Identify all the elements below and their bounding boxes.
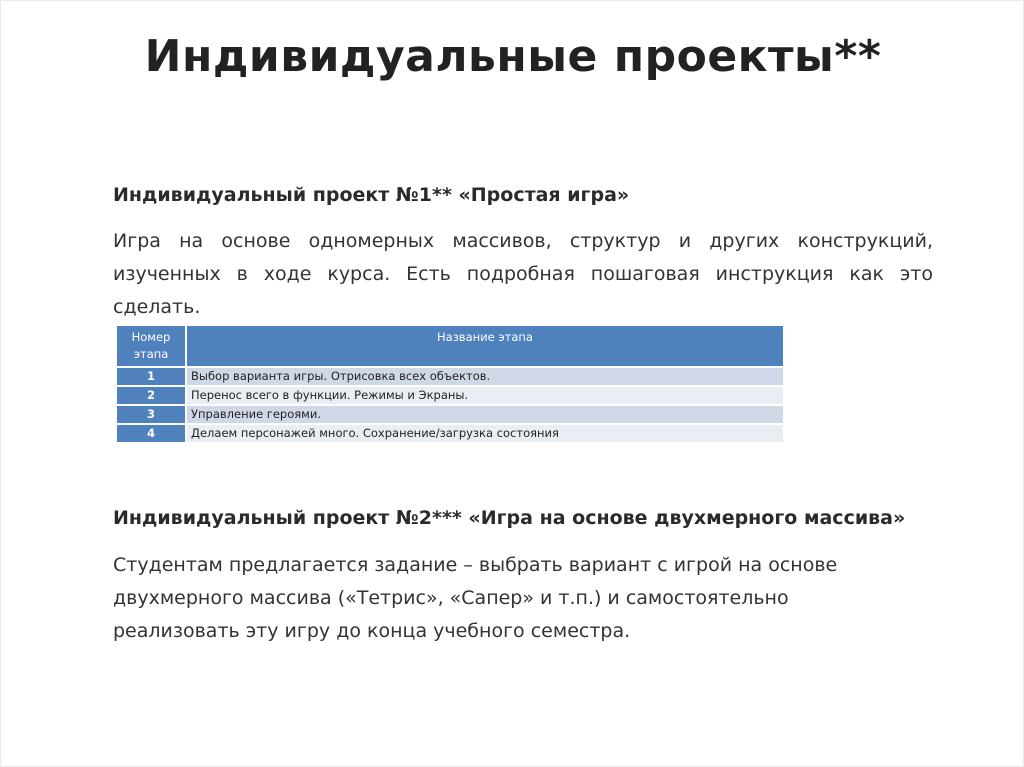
- column-header-number: Номер этапа: [117, 326, 187, 366]
- table-row: [117, 406, 783, 423]
- column-header-name: Название этапа: [187, 326, 783, 366]
- table-row: [117, 425, 783, 442]
- project1-heading: Индивидуальный проект №1** «Простая игра»: [113, 184, 630, 206]
- stages-table: [117, 324, 783, 444]
- stage-name: Делаем персонажей много. Сохранение/загрузка состояния: [187, 425, 783, 442]
- project2-heading: Индивидуальный проект №2*** «Игра на основе двухмерного массива»: [113, 507, 906, 529]
- stage-number: 4: [117, 425, 187, 442]
- stage-name: Управление героями.: [187, 406, 783, 423]
- project1-description: Игра на основе одномерных массивов, структур и других конструкций, изученных в ходе курса. Есть подробная пошаговая инструкция как это сделать.: [113, 230, 933, 318]
- stage-number: 3: [117, 406, 187, 423]
- table-header-row: [117, 326, 783, 366]
- table-row: [117, 368, 783, 385]
- stage-name: Выбор варианта игры. Отрисовка всех объектов.: [187, 368, 783, 385]
- stage-number: 2: [117, 387, 187, 404]
- project2-description: Студентам предлагается задание – выбрать вариант с игрой на основе двухмерного массива («Тетрис», «Сапер» и т.п.) и самостоятельно реализовать эту игру до конца учебного семестра.: [113, 554, 838, 642]
- table-row: [117, 387, 783, 404]
- stage-name: Перенос всего в функции. Режимы и Экраны.: [187, 387, 783, 404]
- slide-title: Индивидуальные проекты**: [144, 31, 882, 82]
- stage-number: 1: [117, 368, 187, 385]
